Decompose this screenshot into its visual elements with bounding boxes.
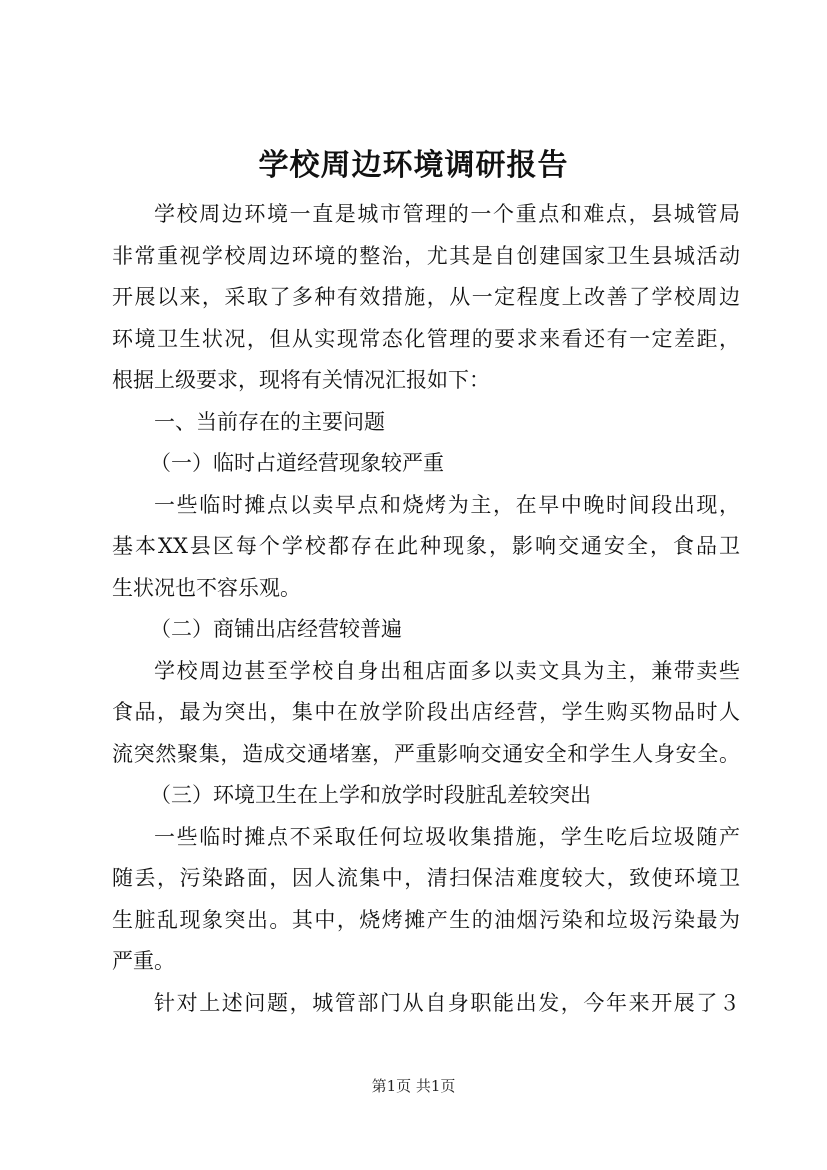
paragraph (112, 194, 740, 402)
text-line: 随丢，污染路面，因人流集中，清扫保洁难度较大，致使环境卫 (112, 866, 740, 890)
text-line: 严重。 (112, 949, 175, 973)
text-line: 学校周边甚至学校自身出租店面多以卖文具为主，兼带卖些 (154, 658, 740, 683)
text-line: 流突然聚集，造成交通堵塞，严重影响交通安全和学生人身安全。 (112, 741, 740, 766)
text-line: 食品，最为突出，集中在放学阶段出店经营，学生购买物品时人 (112, 700, 740, 724)
subsection-heading: （一）临时占道经营现象较严重 (150, 451, 444, 475)
text-line: 针对上述问题，城管部门从自身职能出发，今年来开展了３ (154, 990, 740, 1015)
subsection-heading: （二）商铺出店经营较普遍 (150, 617, 402, 641)
paragraph (112, 817, 740, 983)
text-line: 非常重视学校周边环境的整治，尤其是自创建国家卫生县城活动 (112, 243, 740, 268)
text-line: 一些临时摊点以卖早点和烧烤为主，在早中晚时间段出现， (154, 492, 740, 517)
section-heading: 一、当前存在的主要问题 (154, 409, 385, 434)
subsection-heading: （三）环境卫生在上学和放学时段脏乱差较突出 (150, 783, 591, 807)
document-body (112, 194, 740, 1024)
paragraph (112, 485, 740, 610)
text-line: 根据上级要求，现将有关情况汇报如下： (112, 368, 490, 392)
paragraph (112, 651, 740, 776)
page-footer: 第1页 共1页 (371, 1077, 456, 1095)
text-line: 基本XX县区每个学校都存在此种现象，影响交通安全，食品卫 (112, 534, 740, 558)
text-line: 生状况也不容乐观。 (112, 575, 301, 600)
text-line: 环境卫生状况，但从实现常态化管理的要求来看还有一定差距， (112, 326, 740, 351)
text-line: 一些临时摊点不采取任何垃圾收集措施，学生吃后垃圾随产 (154, 824, 740, 849)
paragraph (112, 983, 740, 1025)
text-line: 开展以来，采取了多种有效措施，从一定程度上改善了学校周边 (112, 285, 740, 309)
text-line: 学校周边环境一直是城市管理的一个重点和难点，县城管局 (154, 202, 740, 226)
page-title: 学校周边环境调研报告 (258, 148, 569, 183)
text-line: 生脏乱现象突出。其中，烧烤摊产生的油烟污染和垃圾污染最为 (112, 907, 740, 932)
